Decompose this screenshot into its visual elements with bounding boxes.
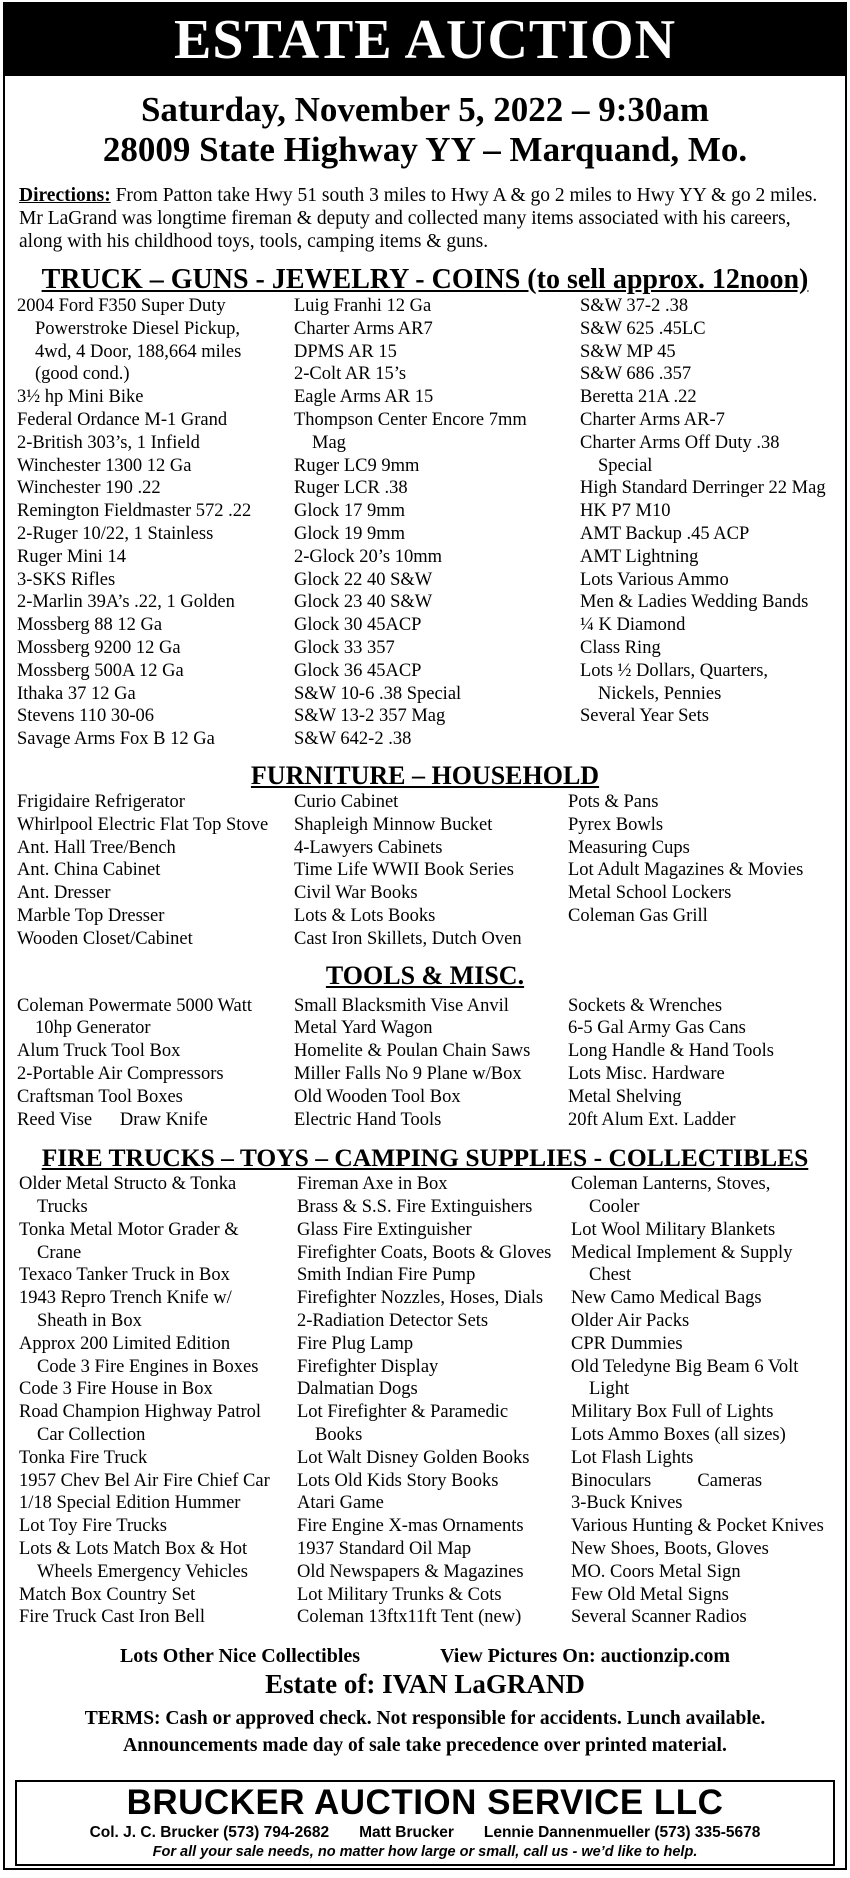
list-item: AMT Backup .45 ACP	[580, 523, 750, 544]
list-item: 1943 Repro Trench Knife w/	[19, 1288, 232, 1309]
list-item: Code 3 Fire Engines in Boxes	[37, 1356, 259, 1377]
list-item: Glock 19 9mm	[294, 523, 405, 544]
list-item: Class Ring	[580, 637, 661, 658]
list-item: Shapleigh Minnow Bucket	[294, 814, 493, 835]
list-item: Brass & S.S. Fire Extinguishers	[297, 1197, 533, 1218]
list-item: HK P7 M10	[580, 501, 671, 522]
list-item: Firefighter Coats, Boots & Gloves	[297, 1242, 552, 1263]
list-item: Marble Top Dresser	[17, 905, 165, 926]
list-item: AMT Lightning	[580, 546, 699, 567]
list-item: Civil War Books	[294, 883, 418, 904]
view-pictures-text: View Pictures On: auctionzip.com	[440, 1645, 731, 1668]
list-item: Fireman Axe in Box	[297, 1174, 448, 1195]
list-item: Few Old Metal Signs	[571, 1584, 729, 1605]
list-item: Metal School Lockers	[568, 883, 732, 904]
list-item: Beretta 21A .22	[580, 387, 697, 408]
contact-matt-brucker: Matt Brucker	[359, 1824, 454, 1841]
auctioneer-name: BRUCKER AUCTION SERVICE LLC	[126, 1783, 724, 1822]
list-item: Glass Fire Extinguisher	[297, 1219, 472, 1240]
list-item: Craftsman Tool Boxes	[17, 1086, 183, 1107]
list-item: Lots Misc. Hardware	[568, 1063, 725, 1084]
list-item: 2-Colt AR 15’s	[294, 364, 407, 385]
list-item: 2-Radiation Detector Sets	[297, 1311, 489, 1332]
list-item: S&W 10-6 .38 Special	[294, 683, 462, 704]
list-item: Trucks	[37, 1197, 88, 1218]
collectibles-line	[5, 1643, 845, 1669]
list-item: Lot Firefighter & Paramedic	[297, 1402, 509, 1423]
list-item: Wheels Emergency Vehicles	[37, 1561, 248, 1582]
auction-date: Saturday, November 5, 2022 – 9:30am	[140, 90, 710, 129]
section-heading-fire-trucks: FIRE TRUCKS – TOYS – CAMPING SUPPLIES - COLLECTIBLES	[41, 1143, 809, 1173]
list-item: Smith Indian Fire Pump	[297, 1265, 476, 1286]
list-item: Savage Arms Fox B 12 Ga	[17, 729, 215, 750]
section-truck-guns-list	[17, 295, 835, 751]
list-item: 2-Glock 20’s 10mm	[294, 546, 442, 567]
list-item: Mossberg 88 12 Ga	[17, 615, 163, 636]
list-item: 2-British 303’s, 1 Infield	[17, 432, 200, 453]
terms-line-2: Announcements made day of sale take precedence over printed material.	[123, 1735, 727, 1757]
list-item: Whirlpool Electric Flat Top Stove	[17, 814, 269, 835]
tools-col-3	[568, 995, 774, 1132]
list-item: DPMS AR 15	[294, 341, 397, 362]
list-item: Lot Adult Magazines & Movies	[568, 860, 804, 881]
list-item: Lot Military Trunks & Cots	[297, 1584, 502, 1605]
list-item: Charter Arms Off Duty .38	[580, 432, 780, 453]
list-item: Glock 33 357	[294, 637, 395, 658]
list-item: Glock 17 9mm	[294, 501, 405, 522]
list-item: Fire Plug Lamp	[297, 1333, 414, 1354]
list-item: Old Wooden Tool Box	[294, 1086, 461, 1107]
list-item: Medical Implement & Supply	[571, 1242, 793, 1263]
list-item: Various Hunting & Pocket Knives	[571, 1516, 824, 1537]
list-item: S&W 642-2 .38	[294, 729, 412, 750]
list-item: Code 3 Fire House in Box	[19, 1379, 213, 1400]
list-item: Coleman 13ftx11ft Tent (new)	[297, 1607, 522, 1628]
directions-text: From Patton take Hwy 51 south 3 miles to Hwy A & go 2 miles to Hwy YY & go 2 miles. Mr LaGrand was longtime fireman & deputy and collected many items associated with his careers, along with his childhood toys, tools, camping items & guns.	[19, 185, 818, 252]
list-item: Car Collection	[37, 1425, 146, 1446]
list-item: Sheath in Box	[37, 1311, 142, 1332]
list-item: Measuring Cups	[568, 837, 690, 858]
list-item: Tonka Metal Motor Grader &	[19, 1219, 239, 1240]
section-tools-list	[17, 995, 835, 1132]
list-item: 1957 Chev Bel Air Fire Chief Car	[19, 1470, 270, 1491]
auctioneer-contacts	[17, 1822, 833, 1843]
list-item: Coleman Lanterns, Stoves,	[571, 1174, 771, 1195]
list-item: Charter Arms AR-7	[580, 409, 725, 430]
list-item: 3-SKS Rifles	[17, 569, 116, 590]
list-item: New Camo Medical Bags	[571, 1288, 762, 1309]
list-item: Books	[315, 1425, 363, 1446]
list-item: Firefighter Display	[297, 1356, 439, 1377]
list-item: Small Blacksmith Vise Anvil	[294, 995, 509, 1016]
list-item: Ant. Dresser	[17, 883, 111, 904]
list-item: Lot Walt Disney Golden Books	[297, 1447, 530, 1468]
list-item: Fire Truck Cast Iron Bell	[19, 1607, 206, 1628]
list-item: Lots Old Kids Story Books	[297, 1470, 499, 1491]
list-item: Old Newspapers & Magazines	[297, 1561, 524, 1582]
list-item: Mag	[312, 432, 346, 453]
list-item: Reed Vise Draw Knife	[17, 1109, 208, 1130]
list-item: Mossberg 500A 12 Ga	[17, 660, 184, 681]
list-item: Men & Ladies Wedding Bands	[580, 592, 809, 613]
list-item: S&W MP 45	[580, 341, 676, 362]
auctioneer-tagline: For all your sale needs, no matter how large or small, call us - we’d like to help.	[152, 1844, 698, 1860]
list-item: 1937 Standard Oil Map	[297, 1539, 472, 1560]
tools-col-2	[294, 995, 568, 1132]
list-item: 6-5 Gal Army Gas Cans	[568, 1018, 746, 1039]
list-item: (good cond.)	[35, 364, 130, 385]
section-heading-tools: TOOLS & MISC.	[325, 960, 525, 990]
list-item: Lot Wool Military Blankets	[571, 1219, 776, 1240]
section-heading-truck-guns: TRUCK – GUNS - JEWELRY - COINS (to sell approx. 12noon)	[41, 264, 809, 295]
list-item: Dalmatian Dogs	[297, 1379, 418, 1400]
list-item: Chest	[589, 1265, 632, 1286]
list-item: 3-Buck Knives	[571, 1493, 683, 1514]
list-item: Charter Arms AR7	[294, 318, 433, 339]
list-item: S&W 37-2 .38	[580, 296, 689, 316]
contact-jc-brucker: Col. J. C. Brucker (573) 794-2682	[89, 1824, 330, 1841]
list-item: Cast Iron Skillets, Dutch Oven	[294, 928, 522, 949]
list-item: Miller Falls No 9 Plane w/Box	[294, 1063, 522, 1084]
list-item: S&W 13-2 357 Mag	[294, 706, 446, 727]
list-item: Homelite & Poulan Chain Saws	[294, 1041, 531, 1062]
list-item: Lots & Lots Books	[294, 905, 436, 926]
list-item: Lots & Lots Match Box & Hot	[19, 1539, 248, 1560]
list-item: Wooden Closet/Cabinet	[17, 928, 193, 949]
list-item: Luig Franhi 12 Ga	[294, 296, 432, 316]
list-item: 4-Lawyers Cabinets	[294, 837, 443, 858]
list-item: Several Year Sets	[580, 706, 709, 727]
list-item: Metal Shelving	[568, 1086, 682, 1107]
list-item: Federal Ordance M-1 Grand	[17, 409, 228, 430]
list-item: Older Metal Structo & Tonka	[19, 1174, 237, 1195]
list-item: Powerstroke Diesel Pickup,	[35, 318, 241, 339]
list-item: Lots ½ Dollars, Quarters,	[580, 660, 769, 681]
auction-address: 28009 State Highway YY – Marquand, Mo.	[102, 130, 748, 169]
list-item: Ant. Hall Tree/Bench	[17, 837, 176, 858]
list-item: Nickels, Pennies	[598, 683, 722, 704]
list-item: Ruger Mini 14	[17, 546, 126, 567]
section-fire-trucks-list	[19, 1173, 835, 1629]
list-item: ¼ K Diamond	[580, 615, 686, 636]
list-item: 2004 Ford F350 Super Duty	[17, 296, 226, 316]
list-item: Crane	[37, 1242, 82, 1263]
list-item: Military Box Full of Lights	[571, 1402, 774, 1423]
list-item: Winchester 190 .22	[17, 478, 161, 499]
list-item: 10hp Generator	[35, 1018, 151, 1039]
list-item: Ruger LCR .38	[294, 478, 408, 499]
list-item: 2-Portable Air Compressors	[17, 1063, 224, 1084]
page-title: ESTATE AUCTION	[5, 4, 845, 76]
list-item: Pots & Pans	[568, 791, 659, 812]
list-item: Electric Hand Tools	[294, 1109, 442, 1130]
list-item: Texaco Tanker Truck in Box	[19, 1265, 230, 1286]
directions-label: Directions:	[19, 185, 111, 206]
list-item: 1/18 Special Edition Hummer	[19, 1493, 241, 1514]
list-item: Alum Truck Tool Box	[17, 1041, 181, 1062]
list-item: 3½ hp Mini Bike	[17, 387, 144, 408]
list-item: 20ft Alum Ext. Ladder	[568, 1109, 736, 1130]
list-item: S&W 625 .45LC	[580, 318, 706, 339]
list-item: Road Champion Highway Patrol	[19, 1402, 262, 1423]
list-item: Glock 36 45ACP	[294, 660, 422, 681]
list-item: Match Box Country Set	[19, 1584, 196, 1605]
terms-line-1: TERMS: Cash or approved check. Not responsible for accidents. Lunch available.	[84, 1708, 766, 1730]
list-item: Lots Ammo Boxes (all sizes)	[571, 1425, 786, 1446]
estate-name: Estate of: IVAN LaGRAND	[265, 1669, 585, 1700]
list-item: Special	[598, 455, 653, 476]
list-item: Approx 200 Limited Edition	[19, 1333, 231, 1354]
list-item: High Standard Derringer 22 Mag	[580, 478, 826, 499]
truck-col-3	[580, 295, 826, 751]
list-item: Long Handle & Hand Tools	[568, 1041, 774, 1062]
list-item: Ant. China Cabinet	[17, 860, 161, 881]
list-item: Ithaka 37 12 Ga	[17, 683, 136, 704]
list-item: Curio Cabinet	[294, 791, 399, 812]
directions-paragraph	[19, 184, 831, 253]
list-item: 2-Marlin 39A’s .22, 1 Golden	[17, 592, 235, 613]
list-item: Metal Yard Wagon	[294, 1018, 433, 1039]
furniture-col-1	[17, 791, 294, 951]
section-heading-furniture: FURNITURE – HOUSEHOLD	[250, 760, 600, 790]
list-item: Pyrex Bowls	[568, 814, 664, 835]
list-item: Binoculars Cameras	[571, 1470, 763, 1491]
truck-col-2	[294, 295, 580, 751]
list-item: Tonka Fire Truck	[19, 1447, 148, 1468]
list-item: Glock 30 45ACP	[294, 615, 422, 636]
list-item: Firefighter Nozzles, Hoses, Dials	[297, 1288, 544, 1309]
section-furniture-list	[17, 791, 835, 951]
list-item: Old Teledyne Big Beam 6 Volt	[571, 1356, 799, 1377]
list-item: Lot Flash Lights	[571, 1447, 694, 1468]
list-item: Mossberg 9200 12 Ga	[17, 637, 181, 658]
list-item: CPR Dummies	[571, 1333, 683, 1354]
list-item: Several Scanner Radios	[571, 1607, 747, 1628]
list-item: Eagle Arms AR 15	[294, 387, 434, 408]
list-item: 4wd, 4 Door, 188,664 miles	[35, 341, 242, 362]
list-item: New Shoes, Boots, Gloves	[571, 1539, 769, 1560]
list-item: Ruger LC9 9mm	[294, 455, 420, 476]
furniture-col-2	[294, 791, 568, 951]
list-item: Fire Engine X-mas Ornaments	[297, 1516, 524, 1537]
truck-col-1	[17, 295, 294, 751]
fire-col-2	[297, 1173, 571, 1629]
fire-col-1	[19, 1173, 297, 1629]
list-item: 2-Ruger 10/22, 1 Stainless	[17, 523, 214, 544]
furniture-col-3	[568, 791, 803, 951]
auctioneer-box	[15, 1780, 835, 1866]
list-item: Lot Toy Fire Trucks	[19, 1516, 167, 1537]
list-item: Glock 22 40 S&W	[294, 569, 433, 590]
list-item: Cooler	[589, 1197, 640, 1218]
list-item: Thompson Center Encore 7mm	[294, 409, 527, 430]
list-item: Lots Various Ammo	[580, 569, 729, 590]
list-item: Time Life WWII Book Series	[294, 860, 514, 881]
list-item: Frigidaire Refrigerator	[17, 791, 185, 812]
list-item: Stevens 110 30-06	[17, 706, 155, 727]
terms-block	[5, 1705, 845, 1759]
list-item: Glock 23 40 S&W	[294, 592, 433, 613]
tools-col-1	[17, 995, 294, 1132]
list-item: Winchester 1300 12 Ga	[17, 455, 192, 476]
list-item: Remington Fieldmaster 572 .22	[17, 501, 252, 522]
list-item: MO. Coors Metal Sign	[571, 1561, 741, 1582]
list-item: Light	[589, 1379, 630, 1400]
list-item: Older Air Packs	[571, 1311, 690, 1332]
auction-flyer	[3, 2, 847, 1870]
list-item: Coleman Powermate 5000 Watt	[17, 995, 253, 1016]
list-item: Sockets & Wrenches	[568, 995, 723, 1016]
contact-lennie-dannenmueller: Lennie Dannenmueller (573) 335-5678	[483, 1824, 761, 1841]
list-item: S&W 686 .357	[580, 364, 692, 385]
list-item: Atari Game	[297, 1493, 384, 1514]
list-item: Coleman Gas Grill	[568, 905, 708, 926]
other-collectibles-text: Lots Other Nice Collectibles	[119, 1645, 361, 1668]
fire-col-3	[571, 1173, 824, 1629]
